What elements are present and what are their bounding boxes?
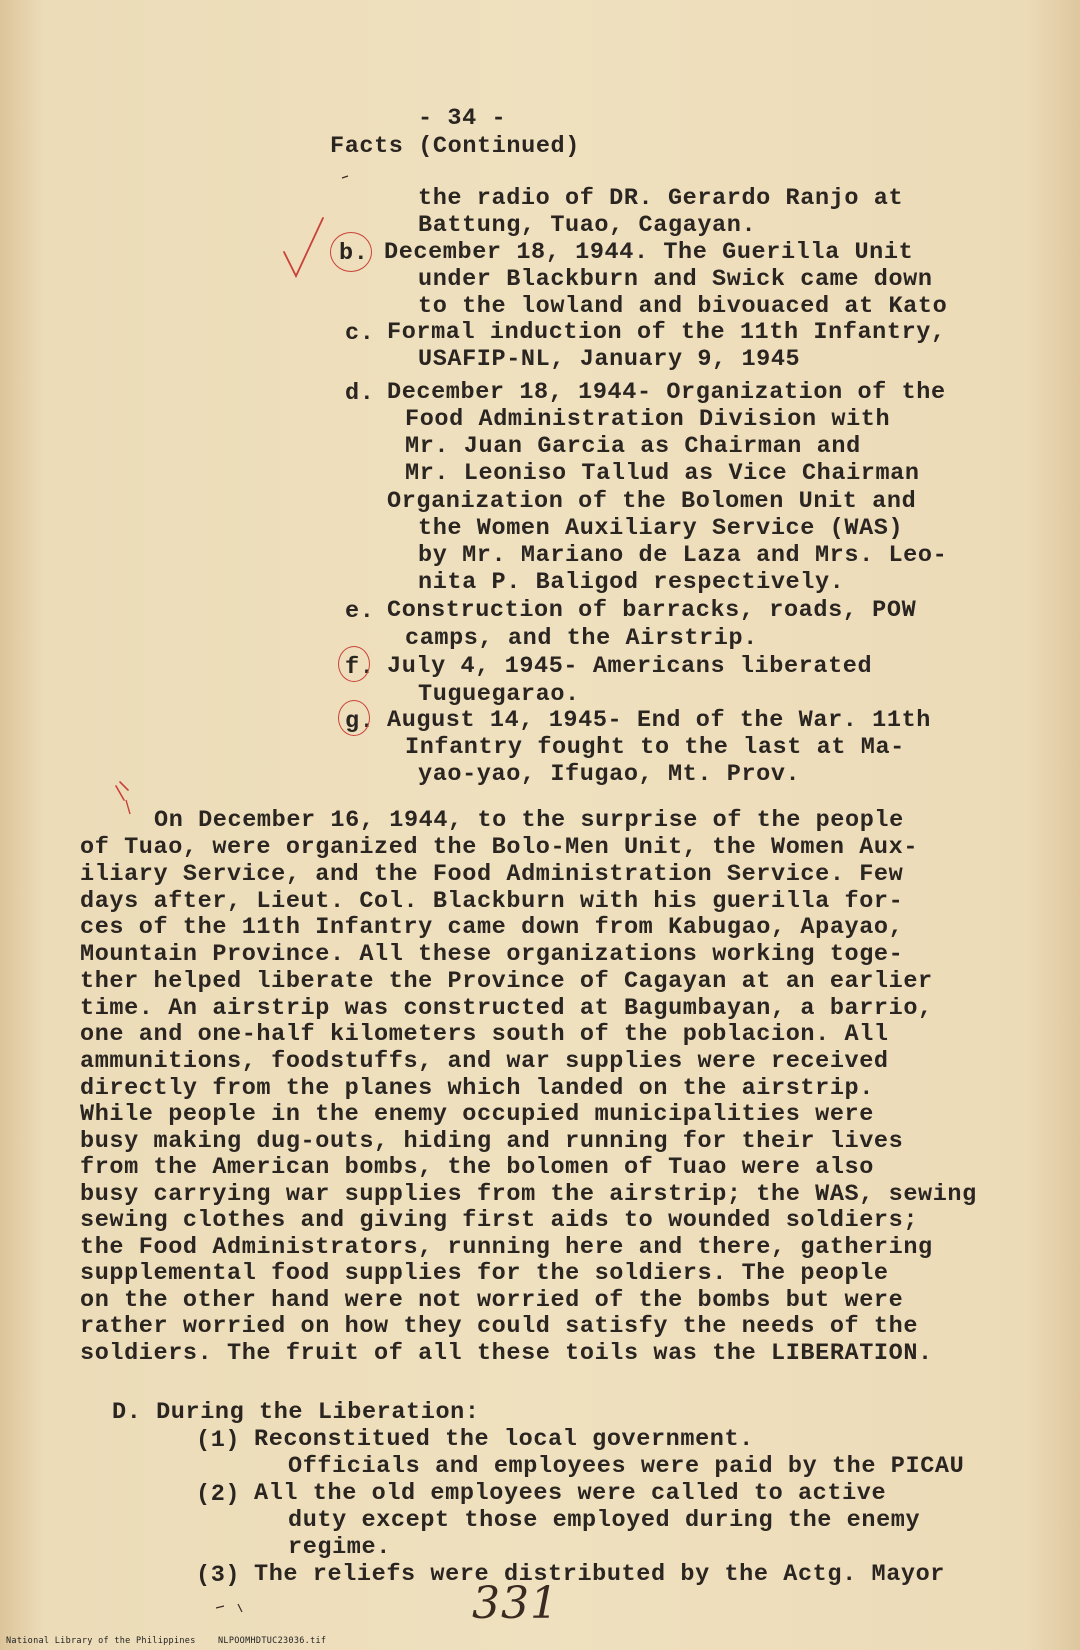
narrative-line: one and one-half kilometers south of the poblacion. All (80, 1021, 889, 1048)
fact-d-line-2: Food Administration Division with (405, 406, 891, 433)
fact-f-marker: f. (345, 654, 375, 681)
fact-g-line-3: yao-yao, Ifugao, Mt. Prov. (418, 761, 801, 788)
narrative-line: time. An airstrip was constructed at Bagumbayan, a barrio, (80, 995, 933, 1022)
liberation-item-1-marker: (1) (196, 1427, 241, 1454)
handwritten-page-number: 331 (472, 1578, 559, 1629)
narrative-line: ces of the 11th Infantry came down from Kabugao, Apayao, (80, 914, 904, 941)
fact-e-line-1: Construction of barracks, roads, POW (387, 597, 917, 624)
fact-d-marker: d. (345, 380, 375, 407)
liberation-item-1-line-2: Officials and employees were paid by the PICAU (288, 1453, 965, 1480)
fact-g-line-2: Infantry fought to the last at Ma- (405, 734, 905, 761)
red-caret-mark (116, 782, 128, 800)
liberation-item-3-line-1: The reliefs were distributed by the Actg. Mayor (254, 1561, 946, 1588)
fact-g-line-1: August 14, 1945- End of the War. 11th (387, 707, 931, 734)
narrative-line: sewing clothes and giving first aids to wounded soldiers; (80, 1207, 919, 1234)
liberation-item-1-line-1: Reconstitued the local government. (254, 1426, 754, 1453)
red-check-mark (284, 218, 323, 276)
red-caret-tail (126, 800, 130, 814)
narrative-line: of Tuao, were organized the Bolo-Men Unit, the Women Aux- (80, 834, 919, 861)
fact-c-line-1: Formal induction of the 11th Infantry, (387, 319, 946, 346)
tick-mark (342, 176, 348, 178)
fact-f-line-2: Tuguegarao. (418, 681, 580, 708)
liberation-item-2-line-3: regime. (288, 1534, 391, 1561)
narrative-line: On December 16, 1944, to the surprise of the people (154, 807, 904, 834)
fact-d-line-1: December 18, 1944- Organization of the (387, 379, 946, 406)
tick-mark (216, 1604, 242, 1612)
fact-a-line-2: Battung, Tuao, Cagayan. (418, 212, 757, 239)
fact-e-marker: e. (345, 598, 375, 625)
narrative-line: the Food Administrators, running here and there, gathering (80, 1234, 933, 1261)
narrative-line: Mountain Province. All these organizations working toge- (80, 941, 904, 968)
fact-c-line-2: USAFIP-NL, January 9, 1945 (418, 346, 801, 373)
narrative-line: ammunitions, foodstuffs, and war supplies were received (80, 1048, 889, 1075)
fact-d-line-8: nita P. Baligod respectively. (418, 569, 845, 596)
narrative-line: rather worried on how they could satisfy the needs of the (80, 1313, 919, 1340)
narrative-line: iliary Service, and the Food Administration Service. Few (80, 861, 904, 888)
fact-b-line-3: to the lowland and bivouaced at Kato (418, 293, 948, 320)
narrative-line: busy carrying war supplies from the airstrip; the WAS, sewing (80, 1181, 977, 1208)
fact-b-line-2: under Blackburn and Swick came down (418, 266, 933, 293)
narrative-line: While people in the enemy occupied municipalities were (80, 1101, 874, 1128)
fact-d-line-6: the Women Auxiliary Service (WAS) (418, 515, 904, 542)
narrative-line: busy making dug-outs, hiding and running for their lives (80, 1128, 904, 1155)
narrative-line: supplemental food supplies for the soldiers. The people (80, 1260, 889, 1287)
fact-d-line-3: Mr. Juan Garcia as Chairman and (405, 433, 861, 460)
liberation-item-2-marker: (2) (196, 1481, 241, 1508)
narrative-line: soldiers. The fruit of all these toils was the LIBERATION. (80, 1340, 933, 1367)
footer-source: National Library of the Philippines (6, 1636, 196, 1646)
liberation-item-3-marker: (3) (196, 1562, 241, 1589)
fact-b-marker: b. (339, 240, 369, 267)
narrative-line: on the other hand were not worried of the bombs but were (80, 1287, 904, 1314)
fact-f-line-1: July 4, 1945- Americans liberated (387, 653, 873, 680)
footer-filename: NLPOOMHDTUC23036.tif (218, 1636, 327, 1646)
fact-g-marker: g. (345, 708, 375, 735)
fact-c-marker: c. (345, 320, 375, 347)
liberation-heading: D. During the Liberation: (112, 1399, 480, 1426)
fact-b-line-1: December 18, 1944. The Guerilla Unit (384, 239, 914, 266)
fact-d-line-7: by Mr. Mariano de Laza and Mrs. Leo- (418, 542, 948, 569)
fact-a-line-1: the radio of DR. Gerardo Ranjo at (418, 185, 904, 212)
liberation-item-2-line-1: All the old employees were called to active (254, 1480, 887, 1507)
narrative-line: ther helped liberate the Province of Cagayan at an earlier (80, 968, 933, 995)
narrative-line: from the American bombs, the bolomen of Tuao were also (80, 1154, 874, 1181)
narrative-line: days after, Lieut. Col. Blackburn with his guerilla for- (80, 888, 904, 915)
fact-e-line-2: camps, and the Airstrip. (405, 625, 758, 652)
section-title: Facts (Continued) (330, 133, 580, 160)
fact-d-line-4: Mr. Leoniso Tallud as Vice Chairman (405, 460, 920, 487)
narrative-line: directly from the planes which landed on the airstrip. (80, 1075, 874, 1102)
fact-d-line-5: Organization of the Bolomen Unit and (387, 488, 917, 515)
liberation-item-2-line-2: duty except those employed during the enemy (288, 1507, 921, 1534)
page-number: - 34 - (418, 105, 507, 132)
